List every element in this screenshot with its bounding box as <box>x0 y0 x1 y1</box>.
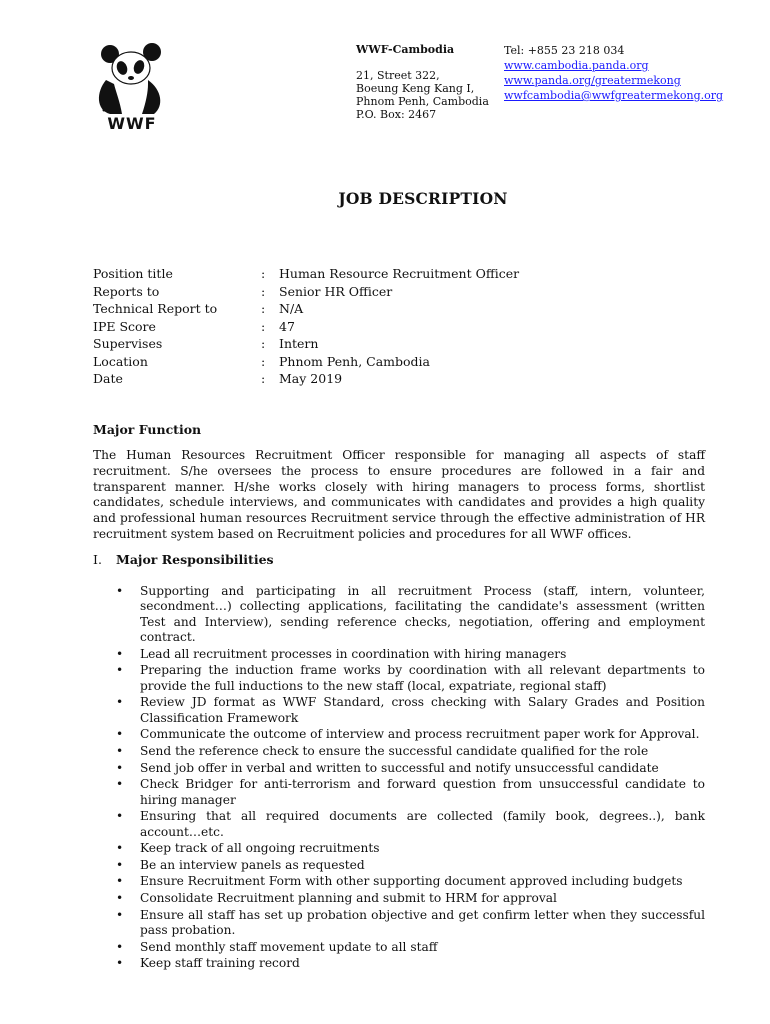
info-label: Position title <box>93 266 173 281</box>
info-label: Date <box>93 371 123 386</box>
list-item: • Be an interview panels as requested <box>113 858 705 873</box>
info-separator: : <box>261 336 266 351</box>
info-value: Senior HR Officer <box>279 283 393 299</box>
info-value: Intern <box>279 336 319 351</box>
responsibilities-heading <box>93 552 274 567</box>
logo-text: WWF <box>107 114 157 133</box>
info-label: Location <box>93 353 148 369</box>
major-function-heading: Major Function <box>93 422 202 437</box>
list-item: • Keep staff training record <box>113 956 705 971</box>
list-item: • Send monthly staff movement update to all staff <box>113 940 705 955</box>
list-item: • Check Bridger for anti-terrorism and forward question from unsuccessful candidate to hiring manager <box>113 777 705 808</box>
info-separator: : <box>261 266 266 281</box>
org-name: WWF-Cambodia <box>356 43 455 56</box>
address-line: P.O. Box: 2467 <box>356 108 437 121</box>
info-row <box>93 370 519 388</box>
info-value: N/A <box>279 301 304 316</box>
page-title: JOB DESCRIPTION <box>338 189 508 208</box>
info-row <box>93 300 519 318</box>
list-item: • Consolidate Recruitment planning and submit to HRM for approval <box>113 891 705 906</box>
info-separator: : <box>261 371 266 386</box>
major-function-text: The Human Resources Recruitment Officer responsible for managing all aspects of staff recruitment. S/he oversees the process to ensure procedures are followed in a fair and transparent manner. H/she works closely with hiring managers to process forms, shortlist candidates, schedule interviews, and communicates with candidates and provides a high quality and professional human resources Recruitment service through the effective administration of HR recruitment system based on Recruitment policies and procedures for all WWF offices. <box>93 448 705 541</box>
info-value: 47 <box>279 318 295 334</box>
responsibilities-list <box>113 584 705 973</box>
info-row <box>93 265 519 283</box>
website-link[interactable]: www.cambodia.panda.org <box>504 59 649 72</box>
list-item: • Send job offer in verbal and written to successful and notify unsuccessful candidate <box>113 761 705 776</box>
telephone: Tel: +855 23 218 034 <box>504 44 625 57</box>
info-value: May 2019 <box>279 371 343 386</box>
info-label: Reports to <box>93 283 160 299</box>
info-separator: : <box>261 283 266 299</box>
email-link[interactable]: wwfcambodia@wwfgreatermekong.org <box>504 89 724 102</box>
list-item: • Preparing the induction frame works by coordination with all relevant departments to provide the full inductions to the new staff (local, expatriate, regional staff) <box>113 663 705 694</box>
list-item: • Lead all recruitment processes in coordination with hiring managers <box>113 647 705 662</box>
list-item: • Review JD format as WWF Standard, cross checking with Salary Grades and Position Classification Framework <box>113 695 705 726</box>
list-item: • Communicate the outcome of interview and process recruitment paper work for Approval. <box>113 727 705 742</box>
info-label: Supervises <box>93 336 163 351</box>
list-item: • Supporting and participating in all recruitment Process (staff, intern, volunteer, secondment…) collecting applications, facilitating the candidate's assessment (written Test and Interview), sending reference checks, negotiation, offering and employment contract. <box>113 584 705 646</box>
info-row <box>93 283 519 301</box>
info-label: IPE Score <box>93 318 156 334</box>
mekong-link[interactable]: www.panda.org/greatermekong <box>504 74 681 87</box>
info-value: Human Resource Recruitment Officer <box>279 266 520 281</box>
info-row <box>93 318 519 336</box>
org-address-block <box>356 43 489 121</box>
list-item: • Ensure Recruitment Form with other supporting document approved including budgets <box>113 874 705 889</box>
section-title: Major Responsibilities <box>116 552 274 567</box>
list-item: • Ensuring that all required documents are collected (family book, degrees..), bank account…etc. <box>113 809 705 840</box>
list-item: • Ensure all staff has set up probation objective and get confirm letter when they successful pass probation. <box>113 908 705 939</box>
contact-block <box>504 43 723 103</box>
info-row <box>93 335 519 353</box>
address-line: Phnom Penh, Cambodia <box>356 95 489 108</box>
info-separator: : <box>261 318 266 334</box>
info-separator: : <box>261 301 266 316</box>
list-item: • Keep track of all ongoing recruitments <box>113 841 705 856</box>
section-number: I. <box>93 552 102 567</box>
info-row <box>93 353 519 371</box>
list-item: • Send the reference check to ensure the successful candidate qualified for the role <box>113 744 705 759</box>
info-separator: : <box>261 353 266 369</box>
info-value: Phnom Penh, Cambodia <box>279 353 431 369</box>
address-line: 21, Street 322, <box>356 69 440 82</box>
wwf-panda-logo <box>92 40 172 132</box>
position-info-table <box>93 265 519 388</box>
info-label: Technical Report to <box>93 301 218 316</box>
address-line: Boeung Keng Kang I, <box>356 82 475 95</box>
